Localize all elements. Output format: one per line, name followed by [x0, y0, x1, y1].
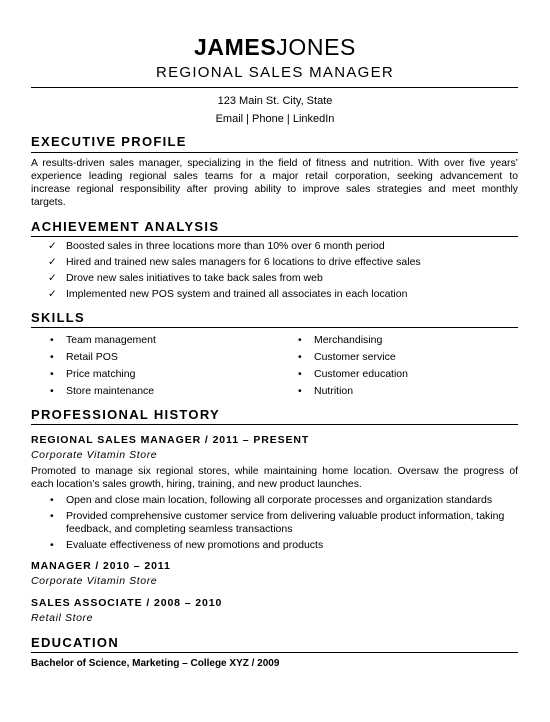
candidate-name — [0, 34, 550, 60]
job-duty: Open and close main location, following all corporate processes and organization standards — [66, 494, 493, 506]
contact-line: Email | Phone | LinkedIn — [215, 113, 335, 125]
job-duty: Provided comprehensive customer service from delivering valuable product information, taking — [66, 510, 505, 522]
profile-line: A results-driven sales manager, specializing in the field of fitness and nutrition. With over five years’ — [31, 158, 518, 169]
first-name: JAMES — [194, 34, 277, 60]
section-divider — [31, 327, 518, 328]
job-summary-line: Promoted to manage six regional stores, while maintaining home location. Oversaw the progress of — [31, 466, 518, 477]
skill-item: Store maintenance — [66, 385, 155, 397]
job-title: REGIONAL SALES MANAGER / 2011 – PRESENT — [31, 434, 310, 446]
skill-item: Customer education — [314, 368, 408, 380]
check-icon: ✓ — [48, 288, 57, 300]
profile-line: experience leading regional sales teams for a major retail corporation, seeking advancement to — [31, 171, 518, 182]
job-summary — [31, 465, 518, 491]
bullet-icon: • — [298, 351, 302, 363]
bullet-icon: • — [50, 334, 54, 346]
achievement-item: Boosted sales in three locations more than 10% over 6 month period — [66, 240, 385, 252]
check-icon: ✓ — [48, 240, 57, 252]
job-title-header: REGIONAL SALES MANAGER — [155, 64, 395, 81]
achievement-item: Implemented new POS system and trained all associates in each location — [66, 288, 408, 300]
check-icon: ✓ — [48, 256, 57, 268]
section-divider — [31, 652, 518, 653]
bullet-icon: • — [298, 334, 302, 346]
bullet-icon: • — [298, 385, 302, 397]
section-heading-achievements: ACHIEVEMENT ANALYSIS — [31, 219, 220, 234]
skill-item: Merchandising — [314, 334, 383, 346]
job-summary-line: each location’s sales growth, hiring, training, and new product launches. — [31, 479, 362, 490]
section-divider — [31, 424, 518, 425]
section-heading-skills: SKILLS — [31, 310, 86, 325]
skill-item: Customer service — [314, 351, 396, 363]
company-name: Retail Store — [31, 612, 94, 624]
job-title: MANAGER / 2010 – 2011 — [31, 560, 171, 572]
job-title: SALES ASSOCIATE / 2008 – 2010 — [31, 597, 223, 609]
bullet-icon: • — [50, 368, 54, 380]
company-name: Corporate Vitamin Store — [31, 575, 158, 587]
skill-item: Nutrition — [314, 385, 354, 397]
skill-item: Team management — [66, 334, 156, 346]
section-heading-history: PROFESSIONAL HISTORY — [31, 407, 221, 422]
address-line: 123 Main St. City, State — [217, 95, 333, 107]
job-duty-continued: feedback, and completing seamless transactions — [66, 523, 293, 535]
check-icon: ✓ — [48, 272, 57, 284]
bullet-icon: • — [50, 494, 54, 506]
skill-item: Retail POS — [66, 351, 118, 363]
profile-text — [31, 157, 518, 209]
bullet-icon: • — [50, 351, 54, 363]
profile-line: targets. — [31, 197, 66, 208]
company-name: Corporate Vitamin Store — [31, 449, 158, 461]
section-divider — [31, 236, 518, 237]
bullet-icon: • — [50, 385, 54, 397]
header-divider — [31, 87, 518, 88]
section-heading-profile: EXECUTIVE PROFILE — [31, 134, 187, 149]
achievement-item: Hired and trained new sales managers for 6 locations to drive effective sales — [66, 256, 421, 268]
bullet-icon: • — [50, 510, 54, 522]
job-duty: Evaluate effectiveness of new promotions and products — [66, 539, 324, 551]
achievement-item: Drove new sales initiatives to take back sales from web — [66, 272, 323, 284]
section-divider — [31, 152, 518, 153]
section-heading-education: EDUCATION — [31, 635, 120, 650]
skill-item: Price matching — [66, 368, 136, 380]
bullet-icon: • — [50, 539, 54, 551]
bullet-icon: • — [298, 368, 302, 380]
profile-line: increase regional responsibility after proving ability to improve sales strategies and meet monthly — [31, 184, 518, 195]
degree-line: Bachelor of Science, Marketing – College XYZ / 2009 — [31, 658, 280, 669]
last-name: JONES — [276, 34, 356, 60]
